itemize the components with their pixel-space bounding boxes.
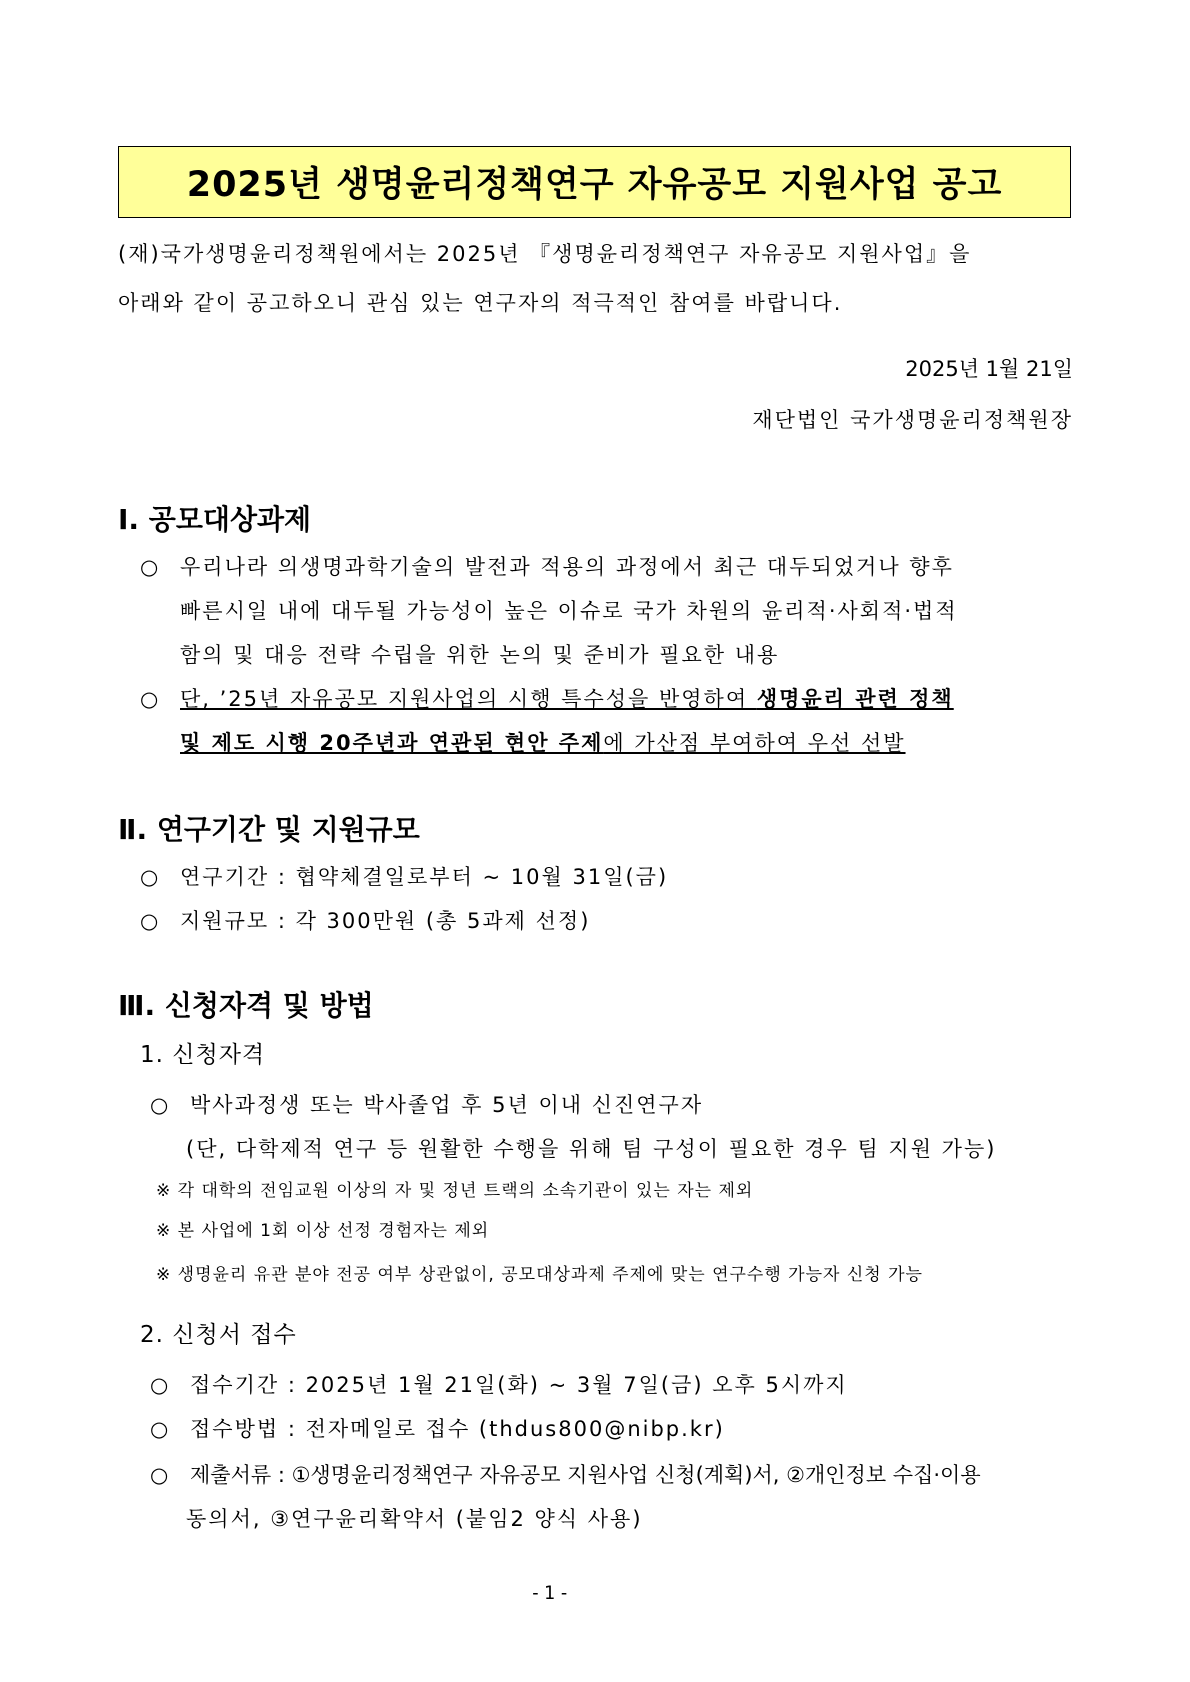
section-2-item-1: ○ 연구기간 : 협약체결일로부터 ~ 10월 31일(금) — [140, 862, 668, 892]
intro-line-1: (재)국가생명윤리정책원에서는 2025년 『생명윤리정책연구 자유공모 지원사업』을 — [118, 242, 972, 266]
page-title: 2025년 생명윤리정책연구 자유공모 지원사업 공고 — [186, 165, 1003, 205]
bullet-circle: ○ — [140, 687, 161, 711]
section-3-sub-2-heading: 2. 신청서 접수 — [140, 1322, 297, 1348]
section-3-sub-2-item-3-line-1: ○ 제출서류 : ①생명윤리정책연구 자유공모 지원사업 신청(계획)서, ②개인정보 수집·이용 — [150, 1460, 981, 1490]
section-2-heading: Ⅱ. 연구기간 및 지원규모 — [118, 813, 420, 846]
bullet-circle: ○ — [150, 1373, 171, 1397]
section-3-sub-2-item-1: ○ 접수기간 : 2025년 1월 21일(화) ~ 3월 7일(금) 오후 5시까지 — [150, 1370, 848, 1400]
emphasis-text: 및 제도 시행 20주년과 연관된 현안 주제 — [180, 731, 604, 755]
bullet-circle: ○ — [150, 1093, 171, 1117]
section-3-sub-2-item-3-line-2: 동의서, ③연구윤리확약서 (붙임2 양식 사용) — [186, 1507, 643, 1531]
section-1-heading: Ⅰ. 공모대상과제 — [118, 503, 312, 536]
bullet-circle: ○ — [140, 865, 161, 889]
section-3-sub-1-item-1-note: (단, 다학제적 연구 등 원활한 수행을 위해 팀 구성이 필요한 경우 팀 지원 가능) — [186, 1137, 997, 1161]
bullet-circle: ○ — [150, 1417, 171, 1441]
bullet-circle: ○ — [140, 909, 161, 933]
intro-line-2: 아래와 같이 공고하오니 관심 있는 연구자의 적극적인 참여를 바랍니다. — [118, 291, 843, 315]
section-1-item-1-line-3: 함의 및 대응 전략 수립을 위한 논의 및 준비가 필요한 내용 — [180, 643, 780, 667]
emphasis-text: 생명윤리 관련 정책 — [756, 687, 954, 711]
note-2: ※ 본 사업에 1회 이상 선정 경험자는 제외 — [156, 1221, 490, 1241]
bullet-circle: ○ — [140, 555, 161, 579]
issuer-name: 재단법인 국가생명윤리정책원장 — [752, 408, 1073, 432]
section-1-item-2-line-2: 및 제도 시행 20주년과 연관된 현안 주제에 가산점 부여하여 우선 선발 — [180, 731, 906, 755]
section-1-item-1-line-2: 빠른시일 내에 대두될 가능성이 높은 이슈로 국가 차원의 윤리적·사회적·법적 — [180, 599, 958, 623]
section-1-item-1-line-1: ○ 우리나라 의생명과학기술의 발전과 적용의 과정에서 최근 대두되었거나 향후 — [140, 552, 954, 582]
section-3-sub-1-heading: 1. 신청자격 — [140, 1042, 266, 1068]
note-1: ※ 각 대학의 전임교원 이상의 자 및 정년 트랙의 소속기관이 있는 자는 제외 — [156, 1181, 754, 1201]
note-3: ※ 생명윤리 유관 분야 전공 여부 상관없이, 공모대상과제 주제에 맞는 연구수행 가능자 신청 가능 — [156, 1265, 923, 1285]
section-3-heading: Ⅲ. 신청자격 및 방법 — [118, 989, 374, 1022]
announcement-date: 2025년 1월 21일 — [905, 357, 1073, 381]
page-number: - 1 - — [532, 1582, 568, 1604]
section-3-sub-1-item-1: ○ 박사과정생 또는 박사졸업 후 5년 이내 신진연구자 — [150, 1090, 703, 1120]
section-3-sub-2-item-2: ○ 접수방법 : 전자메일로 접수 (thdus800@nibp.kr) — [150, 1414, 725, 1444]
section-1-item-2-line-1: ○ 단, ’25년 자유공모 지원사업의 시행 특수성을 반영하여 생명윤리 관련 정책 — [140, 684, 954, 714]
bullet-circle: ○ — [150, 1463, 169, 1487]
section-2-item-2: ○ 지원규모 : 각 300만원 (총 5과제 선정) — [140, 906, 590, 936]
title-box — [118, 146, 1071, 218]
